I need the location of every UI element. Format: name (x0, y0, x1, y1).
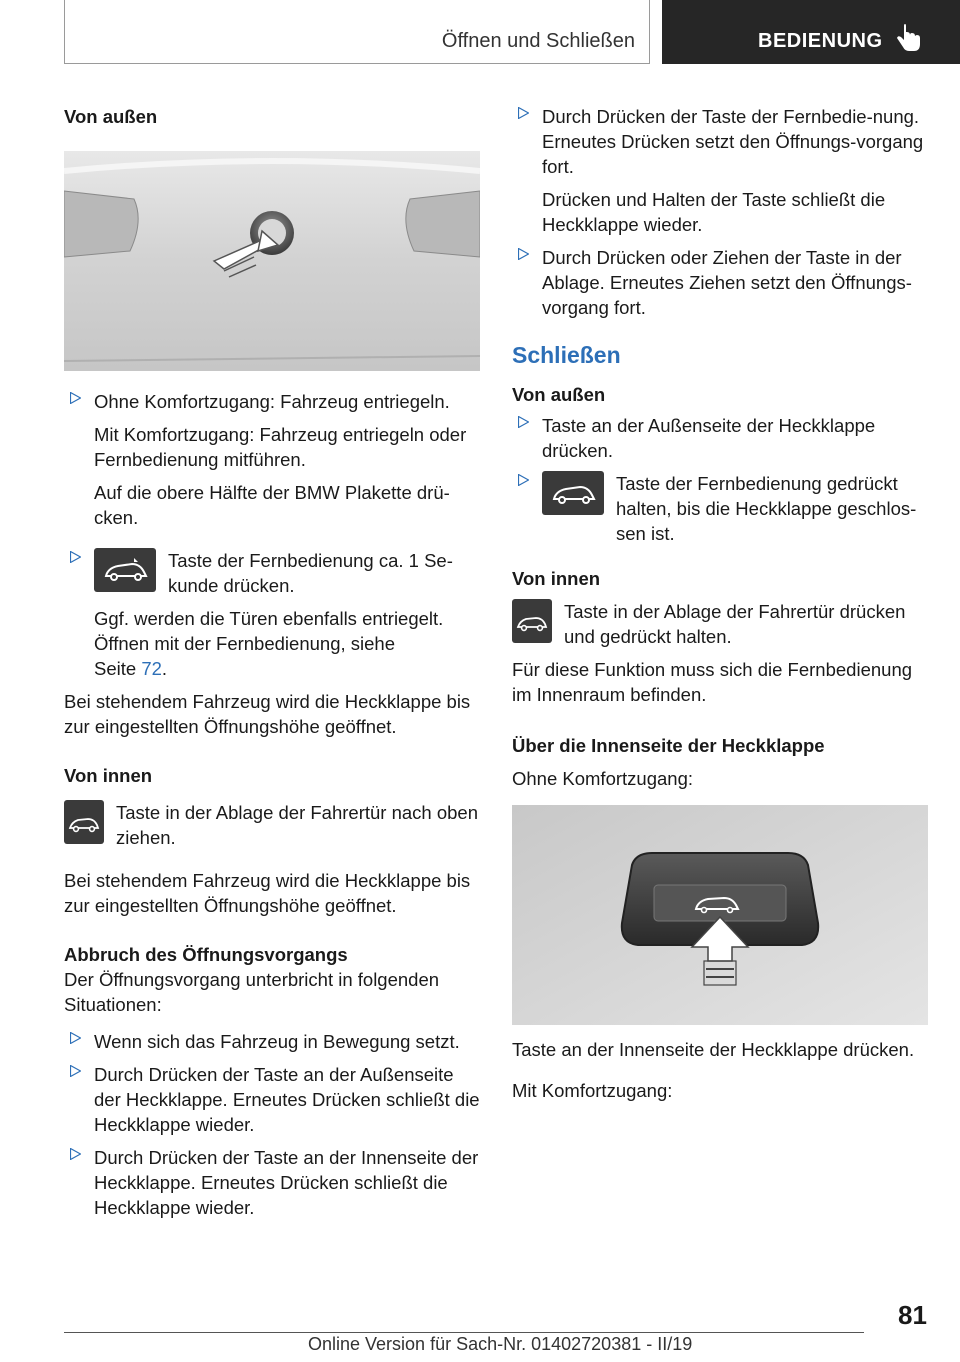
list-item (64, 1145, 482, 1220)
footer-divider (64, 1332, 864, 1333)
tailgate-interior-button-icon (64, 800, 104, 844)
item-text: Drücken und Halten der Taste schließt die Heckklappe wieder. (542, 189, 886, 235)
tailgate-remote-button-icon (94, 548, 156, 592)
item-text: Ggf. werden die Türen ebenfalls entriegelt. Öffnen mit der Fernbedienung, siehe Seite 72. (94, 608, 444, 679)
paragraph: Bei stehendem Fahrzeug wird die Heckklappe bis zur eingestellten Öffnungshöhe geöffnet. (64, 870, 471, 916)
paragraph: Ohne Komfortzugang: (512, 768, 693, 789)
tailgate-emblem-image (64, 151, 480, 371)
tailgate-remote-button-icon (542, 471, 604, 515)
icon-text-row (542, 471, 930, 546)
triangle-bullet-icon (518, 474, 529, 486)
left-column (64, 100, 482, 1220)
heading-innenseite: Über die Innenseite der Heckklappe (512, 735, 825, 756)
icon-text-row (512, 599, 930, 649)
triangle-bullet-icon (518, 416, 529, 428)
item-text: Durch Drücken der Taste an der Außenseite der Heckklappe. Erneutes Drücken schließt die Heckklappe wieder. (94, 1064, 480, 1135)
triangle-bullet-icon (70, 1065, 81, 1077)
triangle-bullet-icon (518, 107, 529, 119)
pointing-hand-icon (896, 24, 922, 54)
paragraph: Bei stehendem Fahrzeug wird die Heckklappe bis zur eingestellten Öffnungshöhe geöffnet. (64, 691, 471, 737)
item-text: Mit Komfortzugang: Fahrzeug entriegeln oder Fernbedienung mitführen. (94, 424, 467, 470)
heading-von-aussen: Von außen (512, 384, 606, 405)
heading-von-innen: Von innen (512, 568, 601, 589)
triangle-bullet-icon (70, 1148, 81, 1160)
list-item (512, 104, 930, 237)
item-text: Durch Drücken oder Ziehen der Taste in der Ablage. Erneutes Ziehen setzt den Öffnungs-vorgang fort. (542, 247, 912, 318)
right-column (512, 100, 930, 1103)
header-chapter-box (64, 0, 650, 64)
inside-text: Taste in der Ablage der Fahrertür drücken und gedrückt halten. (564, 601, 906, 647)
heading-von-innen: Von innen (64, 765, 153, 786)
heading-schliessen: Schließen (512, 342, 621, 368)
chapter-title: Öffnen und Schließen (441, 30, 635, 52)
abort-intro: Der Öffnungsvorgang unterbricht in folgenden Situationen: (64, 969, 440, 1015)
item-text: Durch Drücken der Taste an der Innenseite der Heckklappe. Erneutes Drücken schließt die Heckklappe wieder. (94, 1147, 479, 1218)
icon-text-row (94, 548, 482, 598)
item-extra-text: Ggf. werden die Türen ebenfalls entriegelt. Öffnen mit der Fernbedienung, siehe (94, 608, 444, 654)
interior-button-image (512, 805, 928, 1025)
page-link[interactable]: 72 (141, 658, 162, 679)
list-item (512, 413, 930, 463)
item-text: Durch Drücken der Taste der Fernbedie-nung. Erneutes Drücken setzt den Öffnungs-vorgang fort. (542, 106, 924, 177)
header-section-box (662, 0, 960, 64)
online-version-note: Online Version für Sach-Nr. 01402720381 - II/19 (308, 1334, 693, 1354)
list-item (512, 471, 930, 546)
photo-caption: Taste an der Innenseite der Heckklappe drücken. (512, 1039, 915, 1060)
item-text: Taste der Fernbedienung ca. 1 Se-kunde drücken. (168, 550, 453, 596)
paragraph: Mit Komfortzugang: (512, 1080, 673, 1101)
interior-button-photo (512, 805, 928, 1025)
heading-von-aussen: Von außen (64, 106, 158, 127)
section-label: BEDIENUNG (758, 30, 883, 52)
page-ref-prefix: Seite (94, 658, 137, 679)
triangle-bullet-icon (70, 392, 81, 404)
triangle-bullet-icon (70, 551, 81, 563)
list-item (64, 389, 482, 530)
icon-text-row (64, 800, 482, 850)
triangle-bullet-icon (518, 248, 529, 260)
triangle-bullet-icon (70, 1032, 81, 1044)
paragraph: Für diese Funktion muss sich die Fernbedienung im Innenraum befinden. (512, 659, 913, 705)
item-text: Ohne Komfortzugang: Fahrzeug entriegeln. (94, 391, 450, 412)
item-text: Wenn sich das Fahrzeug in Bewegung setzt. (94, 1031, 460, 1052)
heading-abbruch: Abbruch des Öffnungsvorgangs (64, 944, 348, 965)
item-text: Auf die obere Hälfte der BMW Plakette drü-cken. (94, 482, 450, 528)
page-number: 81 (898, 1300, 927, 1330)
list-item (64, 1062, 482, 1137)
list-item (64, 1029, 482, 1054)
list-item (512, 245, 930, 320)
tailgate-emblem-photo (64, 151, 480, 371)
inside-text: Taste in der Ablage der Fahrertür nach oben ziehen. (116, 802, 479, 848)
item-text: Taste der Fernbedienung gedrückt halten, bis die Heckklappe geschlos-sen ist. (616, 473, 917, 544)
list-item (64, 548, 482, 681)
item-text: Taste an der Außenseite der Heckklappe drücken. (542, 415, 876, 461)
tailgate-interior-button-icon (512, 599, 552, 643)
